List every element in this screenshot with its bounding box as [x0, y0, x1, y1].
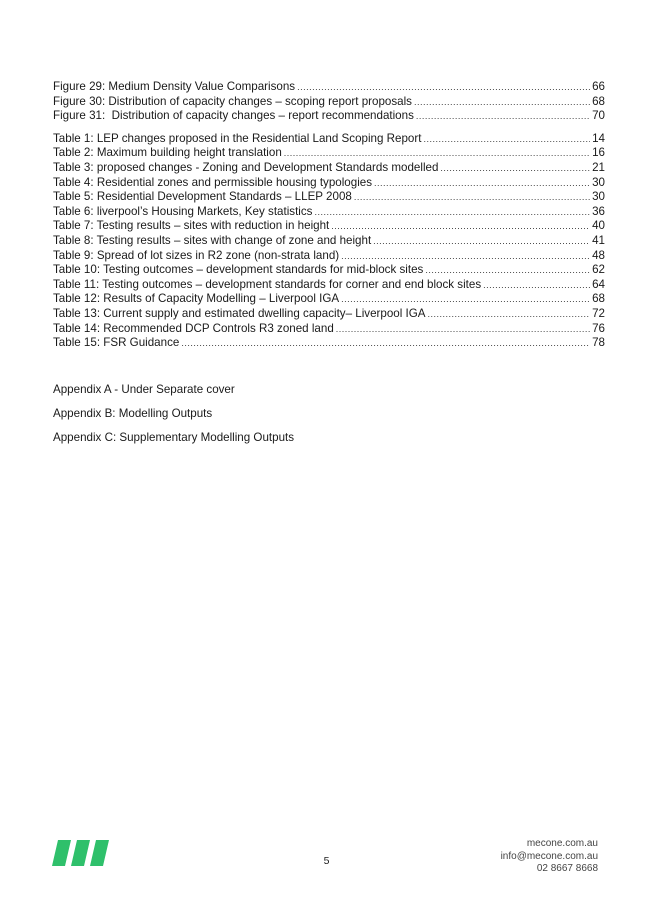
toc-entry-title: Table 4: Residential zones and permissible housing typologies [53, 175, 373, 189]
table-entry[interactable] [53, 161, 605, 176]
toc-entry-title: Table 5: Residential Development Standards – LLEP 2008 [53, 190, 352, 204]
table-entry[interactable] [53, 263, 605, 278]
table-entry[interactable] [53, 146, 605, 161]
table-entry[interactable] [53, 205, 605, 220]
table-entry[interactable] [53, 176, 605, 191]
table-entry[interactable] [53, 278, 605, 293]
figure-entry[interactable] [53, 80, 605, 95]
toc-entry-page: 64 [592, 277, 605, 291]
toc-entry-title: Table 1: LEP changes proposed in the Residential Land Scoping Report [53, 131, 422, 145]
toc-entry-page: 41 [592, 233, 605, 247]
toc-leader-dots [414, 95, 590, 110]
toc-leader-dots [423, 132, 590, 147]
toc-leader-dots [181, 336, 590, 351]
table-entry[interactable] [53, 219, 605, 234]
toc-entry-title: Figure 30: Distribution of capacity changes – scoping report proposals [53, 94, 412, 108]
toc-entry-page: 66 [592, 80, 605, 93]
toc-leader-dots [314, 205, 590, 220]
toc-entry-title: Table 6: liverpool’s Housing Markets, Key statistics [53, 204, 313, 218]
contact-info [501, 838, 598, 876]
appendix-item: Appendix B: Modelling Outputs [53, 407, 213, 421]
toc-leader-dots [284, 146, 590, 161]
list-of-tables [53, 132, 605, 351]
toc-leader-dots [425, 263, 590, 278]
toc-entry-page: 36 [592, 204, 605, 218]
table-entry[interactable] [53, 132, 605, 147]
toc-entry-title: Table 12: Results of Capacity Modelling – Liverpool IGA [53, 292, 340, 306]
table-entry[interactable] [53, 336, 605, 351]
toc-entry-title: Table 7: Testing results – sites with reduction in height [53, 219, 330, 233]
toc-entry-title: Table 14: Recommended DCP Controls R3 zoned land [53, 321, 334, 335]
toc-entry-page: 14 [592, 131, 605, 145]
toc-entry-page: 76 [592, 321, 605, 335]
page-number: 5 [323, 855, 330, 867]
toc-entry-title: Table 11: Testing outcomes – development standards for corner and end block sites [53, 277, 482, 291]
toc-leader-dots [428, 307, 591, 322]
toc-entry-title: Table 10: Testing outcomes – development standards for mid-block sites [53, 263, 424, 277]
toc-entry-page: 68 [592, 94, 605, 108]
toc-entry-page: 40 [592, 219, 605, 233]
toc-leader-dots [341, 249, 590, 264]
toc-leader-dots [331, 219, 590, 234]
toc-entry-page: 30 [592, 190, 605, 204]
table-of-contents [53, 80, 605, 351]
table-entry[interactable] [53, 292, 605, 307]
toc-leader-dots [354, 190, 590, 205]
toc-entry-page: 16 [592, 146, 605, 160]
toc-leader-dots [336, 322, 590, 337]
toc-entry-title: Table 15: FSR Guidance [53, 336, 180, 350]
toc-entry-title: Table 3: proposed changes - Zoning and Development Standards modelled [53, 160, 439, 174]
toc-entry-page: 30 [592, 175, 605, 189]
table-entry[interactable] [53, 249, 605, 264]
toc-entry-page: 70 [592, 109, 605, 123]
toc-leader-dots [374, 176, 590, 191]
toc-entry-page: 21 [592, 160, 605, 174]
toc-entry-title: Table 13: Current supply and estimated dwelling capacity– Liverpool IGA [53, 306, 426, 320]
toc-leader-dots [483, 278, 590, 293]
toc-entry-title: Figure 29: Medium Density Value Comparisons [53, 80, 296, 93]
table-entry[interactable] [53, 307, 605, 322]
toc-entry-page: 72 [592, 306, 605, 320]
toc-entry-page: 62 [592, 263, 605, 277]
toc-leader-dots [297, 80, 590, 95]
toc-leader-dots [373, 234, 590, 249]
website-link[interactable]: mecone.com.au [526, 838, 598, 849]
toc-entry-title: Table 2: Maximum building height translation [53, 146, 282, 160]
toc-leader-dots [341, 292, 590, 307]
appendix-item: Appendix C: Supplementary Modelling Outputs [53, 431, 295, 445]
toc-entry-page: 68 [592, 292, 605, 306]
appendix-item: Appendix A - Under Separate cover [53, 383, 235, 396]
appendix-list [53, 383, 605, 456]
list-of-figures [53, 80, 605, 124]
phone-number: 02 8667 8668 [536, 863, 598, 875]
toc-entry-title: Table 9: Spread of lot sizes in R2 zone (non-strata land) [53, 248, 340, 262]
toc-leader-dots [440, 161, 590, 176]
figure-entry[interactable] [53, 109, 605, 124]
toc-entry-title: Figure 31: Distribution of capacity changes – report recommendations [53, 109, 414, 123]
table-entry[interactable] [53, 190, 605, 205]
toc-leader-dots [416, 109, 590, 124]
figure-entry[interactable] [53, 95, 605, 110]
table-entry[interactable] [53, 322, 605, 337]
table-entry[interactable] [53, 234, 605, 249]
toc-entry-page: 78 [592, 336, 605, 350]
email-link[interactable]: info@mecone.com.au [500, 850, 598, 862]
toc-entry-title: Table 8: Testing results – sites with change of zone and height [53, 233, 372, 247]
toc-entry-page: 48 [592, 248, 605, 262]
